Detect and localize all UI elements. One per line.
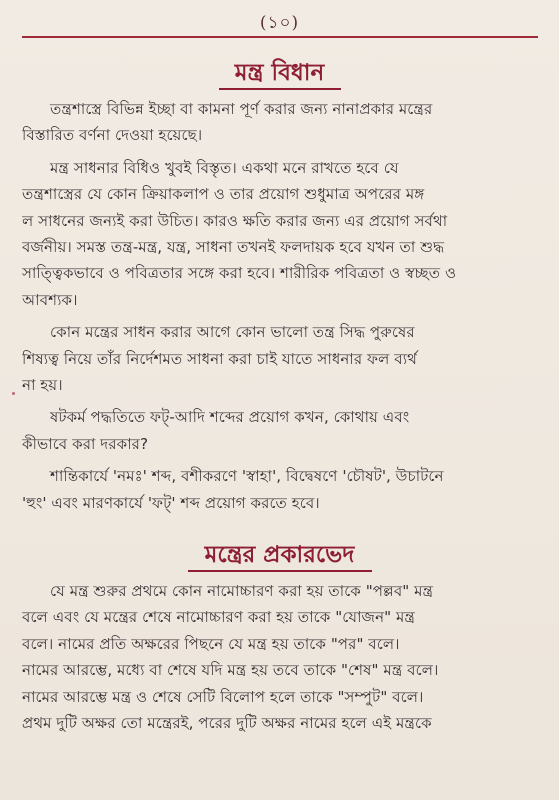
text-line: সাত্ত্বিকভাবে ও পবিত্রতার সঙ্গে করা হবে। শারীরিক পবিত্রতা ও স্বচ্ছত ও [22, 264, 457, 283]
text-line: বর্জনীয়। সমস্ত তন্ত্র-মন্ত্র, যন্ত্র, সাধনা তখনই ফলদায়ক হবে যখন তা শুদ্ধ [22, 238, 445, 257]
text-line: নামের আরম্ভে মন্ত্র ও শেষে সেটি বিলোপ হলে তাকে "সম্পুট" বলে। [22, 687, 424, 706]
text-line: শান্তিকার্যে 'নমঃ' শব্দ, বশীকরণে 'স্বাহা', বিদ্বেষণে 'চৌষট', উচাটনে [50, 467, 444, 486]
text-line: বলে। নামের প্রতি অক্ষরের পিছনে যে মন্ত্র হয় তাকে "পর" বলে। [22, 634, 400, 653]
text-line: প্রথম দুটি অক্ষর তো মন্ত্রেরই, পরের দুটি অক্ষর নামের হলে এই মন্ত্রকে [22, 714, 432, 733]
text-line: 'হুং' এবং মারণকার্যে 'ফট্' শব্দ প্রয়োগ করতে হবে। [22, 493, 320, 512]
text-line: শিষ্যত্ব নিয়ে তাঁর নির্দেশমত সাধনা করা চাই যাতে সাধনার ফল ব্যর্থ [22, 349, 417, 368]
text-line: ল সাধনের জন্যই করা উচিত। কারও ক্ষতি করার জন্য এর প্রয়োগ সর্বথা [22, 211, 448, 230]
text-line: আবশ্যক। [22, 290, 78, 309]
text-line: যে মন্ত্র শুরুর প্রথমে কোন নামোচ্চারণ করা হয় তাকে "পল্লব" মন্ত্র [50, 582, 434, 600]
page-number: (১০) [259, 13, 300, 33]
text-line: বিস্তারিত বর্ণনা দেওয়া হয়েছে। [22, 126, 203, 145]
text-line: বলে এবং যে মন্ত্রের শেষে নামোচ্চারণ করা হয় তাকে "যোজন" মন্ত্র [22, 608, 415, 627]
text-line: না হয়। [22, 376, 63, 395]
text-line: মন্ত্র সাধনার বিধিও খুবই বিস্তৃত। একথা মনে রাখতে হবে যে [50, 158, 399, 177]
text-line: নামের আরম্ভে, মধ্যে বা শেষে যদি মন্ত্র হয় তবে তাকে "শেষ" মন্ত্র বলে। [22, 661, 439, 680]
text-line: ষটকর্ম পদ্ধতিতে ফট্-আদি শব্দের প্রয়োগ কখন, কোথায় এবং [50, 408, 410, 427]
text-line: তন্ত্রশাস্ত্রের যে কোন ক্রিয়াকলাপ ও তার প্রয়োগ শুধুমাত্র অপরের মঙ্গ [22, 185, 425, 204]
text-line: কোন মন্ত্রের সাধন করার আগে কোন ভালো তন্ত্র সিদ্ধ পুরুষের [50, 323, 415, 342]
text-line: কীভাবে করা দরকার? [22, 434, 149, 453]
section-title-mantra-vidhan: মন্ত্র বিধান [234, 60, 325, 86]
section-1-body [22, 96, 540, 516]
section-title-underline [219, 88, 341, 90]
header-rule [22, 36, 538, 38]
text-line: তন্ত্রশাস্ত্রে বিভিন্ন ইচ্ছা বা কামনা পূর্ণ করার জন্য নানাপ্রকার মন্ত্রের [50, 100, 433, 118]
section-2-body [22, 578, 540, 736]
section-title-underline [188, 570, 372, 572]
section-title-mantra-types: মন্ত্রের প্রকারভেদ [204, 542, 355, 568]
margin-mark [12, 392, 15, 395]
